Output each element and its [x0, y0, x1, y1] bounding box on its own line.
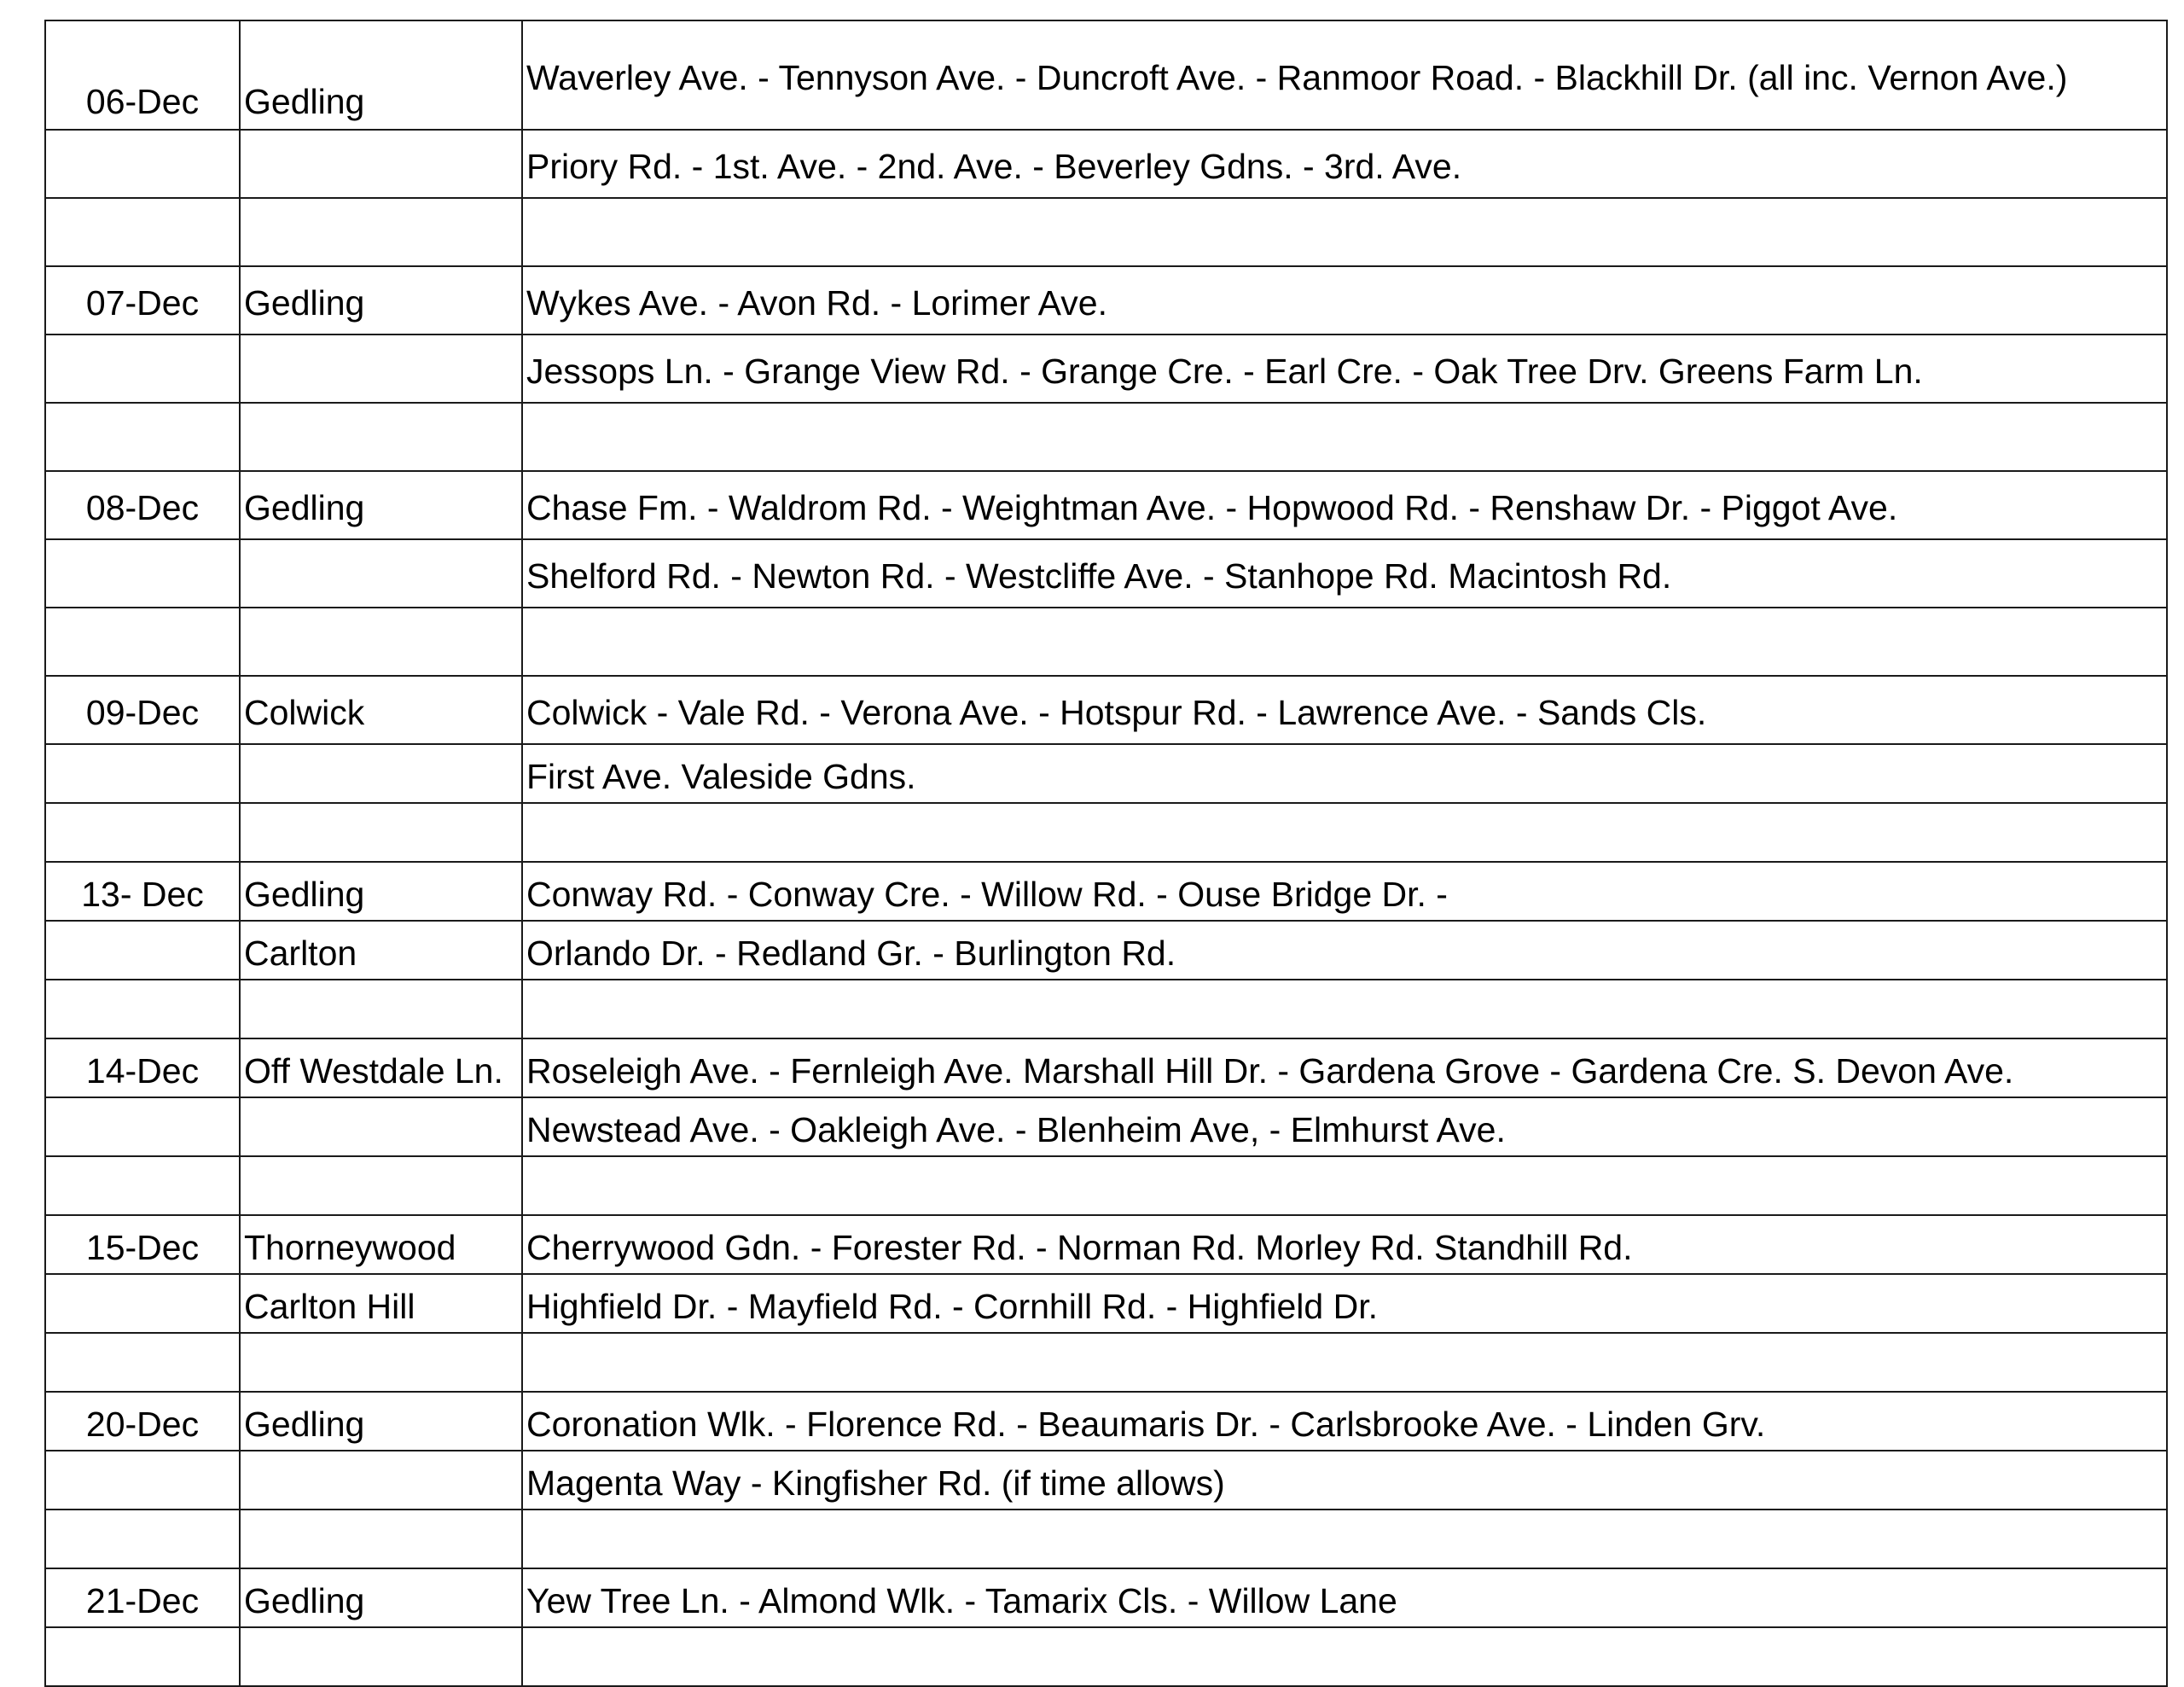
area-cell — [240, 198, 522, 266]
table-row — [45, 1451, 2167, 1510]
date-cell — [45, 1451, 240, 1510]
area-cell — [240, 608, 522, 676]
table-row — [45, 1568, 2167, 1627]
date-cell — [45, 334, 240, 403]
date-cell — [45, 1097, 240, 1156]
table-row — [45, 608, 2167, 676]
date-cell — [45, 1627, 240, 1686]
table-row — [45, 744, 2167, 803]
area-cell — [240, 1156, 522, 1215]
streets-cell: Conway Rd. - Conway Cre. - Willow Rd. - Ouse Bridge Dr. - — [522, 862, 2167, 921]
area-cell — [240, 539, 522, 608]
date-cell — [45, 1333, 240, 1392]
area-cell: Gedling — [240, 266, 522, 334]
table-row — [45, 1038, 2167, 1097]
area-cell: Gedling — [240, 20, 522, 130]
streets-cell: Roseleigh Ave. - Fernleigh Ave. Marshall Hill Dr. - Gardena Grove - Gardena Cre. S. Devon Ave. — [522, 1038, 2167, 1097]
date-cell: 08-Dec — [45, 471, 240, 539]
streets-cell: Priory Rd. - 1st. Ave. - 2nd. Ave. - Beverley Gdns. - 3rd. Ave. — [522, 130, 2167, 198]
streets-cell — [522, 1627, 2167, 1686]
streets-cell: Orlando Dr. - Redland Gr. - Burlington Rd. — [522, 921, 2167, 980]
area-cell: Gedling — [240, 1392, 522, 1451]
streets-cell: Magenta Way - Kingfisher Rd. (if time allows) — [522, 1451, 2167, 1510]
streets-cell: Jessops Ln. - Grange View Rd. - Grange Cre. - Earl Cre. - Oak Tree Drv. Greens Farm Ln. — [522, 334, 2167, 403]
date-cell — [45, 539, 240, 608]
area-cell: Gedling — [240, 471, 522, 539]
table-row — [45, 1392, 2167, 1451]
table-row — [45, 1156, 2167, 1215]
streets-cell: Chase Fm. - Waldrom Rd. - Weightman Ave. - Hopwood Rd. - Renshaw Dr. - Piggot Ave. — [522, 471, 2167, 539]
area-cell — [240, 1510, 522, 1568]
table-row — [45, 130, 2167, 198]
date-cell: 14-Dec — [45, 1038, 240, 1097]
area-cell: Carlton — [240, 921, 522, 980]
streets-cell: Newstead Ave. - Oakleigh Ave. - Blenheim Ave, - Elmhurst Ave. — [522, 1097, 2167, 1156]
date-cell — [45, 803, 240, 862]
table-row — [45, 539, 2167, 608]
table-row — [45, 862, 2167, 921]
date-cell — [45, 744, 240, 803]
area-cell: Gedling — [240, 862, 522, 921]
area-cell — [240, 803, 522, 862]
table-row — [45, 403, 2167, 471]
date-cell — [45, 980, 240, 1038]
table-row — [45, 266, 2167, 334]
table-row — [45, 1627, 2167, 1686]
streets-cell — [522, 198, 2167, 266]
streets-cell — [522, 1156, 2167, 1215]
date-cell: 09-Dec — [45, 676, 240, 744]
date-cell — [45, 198, 240, 266]
date-cell — [45, 921, 240, 980]
table-row — [45, 20, 2167, 130]
streets-cell — [522, 1510, 2167, 1568]
streets-cell: Yew Tree Ln. - Almond Wlk. - Tamarix Cls. - Willow Lane — [522, 1568, 2167, 1627]
date-cell — [45, 608, 240, 676]
table-row — [45, 676, 2167, 744]
area-cell — [240, 980, 522, 1038]
area-cell — [240, 744, 522, 803]
table-row — [45, 334, 2167, 403]
date-cell — [45, 403, 240, 471]
schedule-sheet — [44, 20, 2166, 1687]
area-cell — [240, 403, 522, 471]
area-cell — [240, 130, 522, 198]
area-cell: Thorneywood — [240, 1215, 522, 1274]
table-row — [45, 198, 2167, 266]
area-cell — [240, 1627, 522, 1686]
date-cell — [45, 1510, 240, 1568]
streets-cell: Highfield Dr. - Mayfield Rd. - Cornhill Rd. - Highfield Dr. — [522, 1274, 2167, 1333]
table-row — [45, 1097, 2167, 1156]
date-cell — [45, 130, 240, 198]
area-cell: Gedling — [240, 1568, 522, 1627]
area-cell: Off Westdale Ln. — [240, 1038, 522, 1097]
area-cell — [240, 334, 522, 403]
date-cell: 06-Dec — [45, 20, 240, 130]
streets-cell — [522, 608, 2167, 676]
date-cell: 13- Dec — [45, 862, 240, 921]
streets-cell: First Ave. Valeside Gdns. — [522, 744, 2167, 803]
date-cell — [45, 1274, 240, 1333]
streets-cell: Wykes Ave. - Avon Rd. - Lorimer Ave. — [522, 266, 2167, 334]
streets-cell: Coronation Wlk. - Florence Rd. - Beaumaris Dr. - Carlsbrooke Ave. - Linden Grv. — [522, 1392, 2167, 1451]
date-cell: 20-Dec — [45, 1392, 240, 1451]
area-cell — [240, 1451, 522, 1510]
date-cell: 15-Dec — [45, 1215, 240, 1274]
table-row — [45, 471, 2167, 539]
date-cell: 21-Dec — [45, 1568, 240, 1627]
streets-cell: Shelford Rd. - Newton Rd. - Westcliffe Ave. - Stanhope Rd. Macintosh Rd. — [522, 539, 2167, 608]
route-schedule-table — [44, 20, 2168, 1687]
table-row — [45, 1333, 2167, 1392]
date-cell — [45, 1156, 240, 1215]
table-row — [45, 1274, 2167, 1333]
schedule-table-body — [45, 20, 2167, 1686]
table-row — [45, 1215, 2167, 1274]
date-cell: 07-Dec — [45, 266, 240, 334]
table-row — [45, 803, 2167, 862]
table-row — [45, 921, 2167, 980]
table-row — [45, 1510, 2167, 1568]
streets-cell: Waverley Ave. - Tennyson Ave. - Duncroft Ave. - Ranmoor Road. - Blackhill Dr. (all inc. Vernon Ave.) — [522, 20, 2167, 130]
streets-cell — [522, 403, 2167, 471]
area-cell — [240, 1333, 522, 1392]
area-cell — [240, 1097, 522, 1156]
area-cell: Colwick — [240, 676, 522, 744]
streets-cell: Cherrywood Gdn. - Forester Rd. - Norman Rd. Morley Rd. Standhill Rd. — [522, 1215, 2167, 1274]
streets-cell — [522, 980, 2167, 1038]
area-cell: Carlton Hill — [240, 1274, 522, 1333]
streets-cell — [522, 1333, 2167, 1392]
streets-cell: Colwick - Vale Rd. - Verona Ave. - Hotspur Rd. - Lawrence Ave. - Sands Cls. — [522, 676, 2167, 744]
table-row — [45, 980, 2167, 1038]
streets-cell — [522, 803, 2167, 862]
